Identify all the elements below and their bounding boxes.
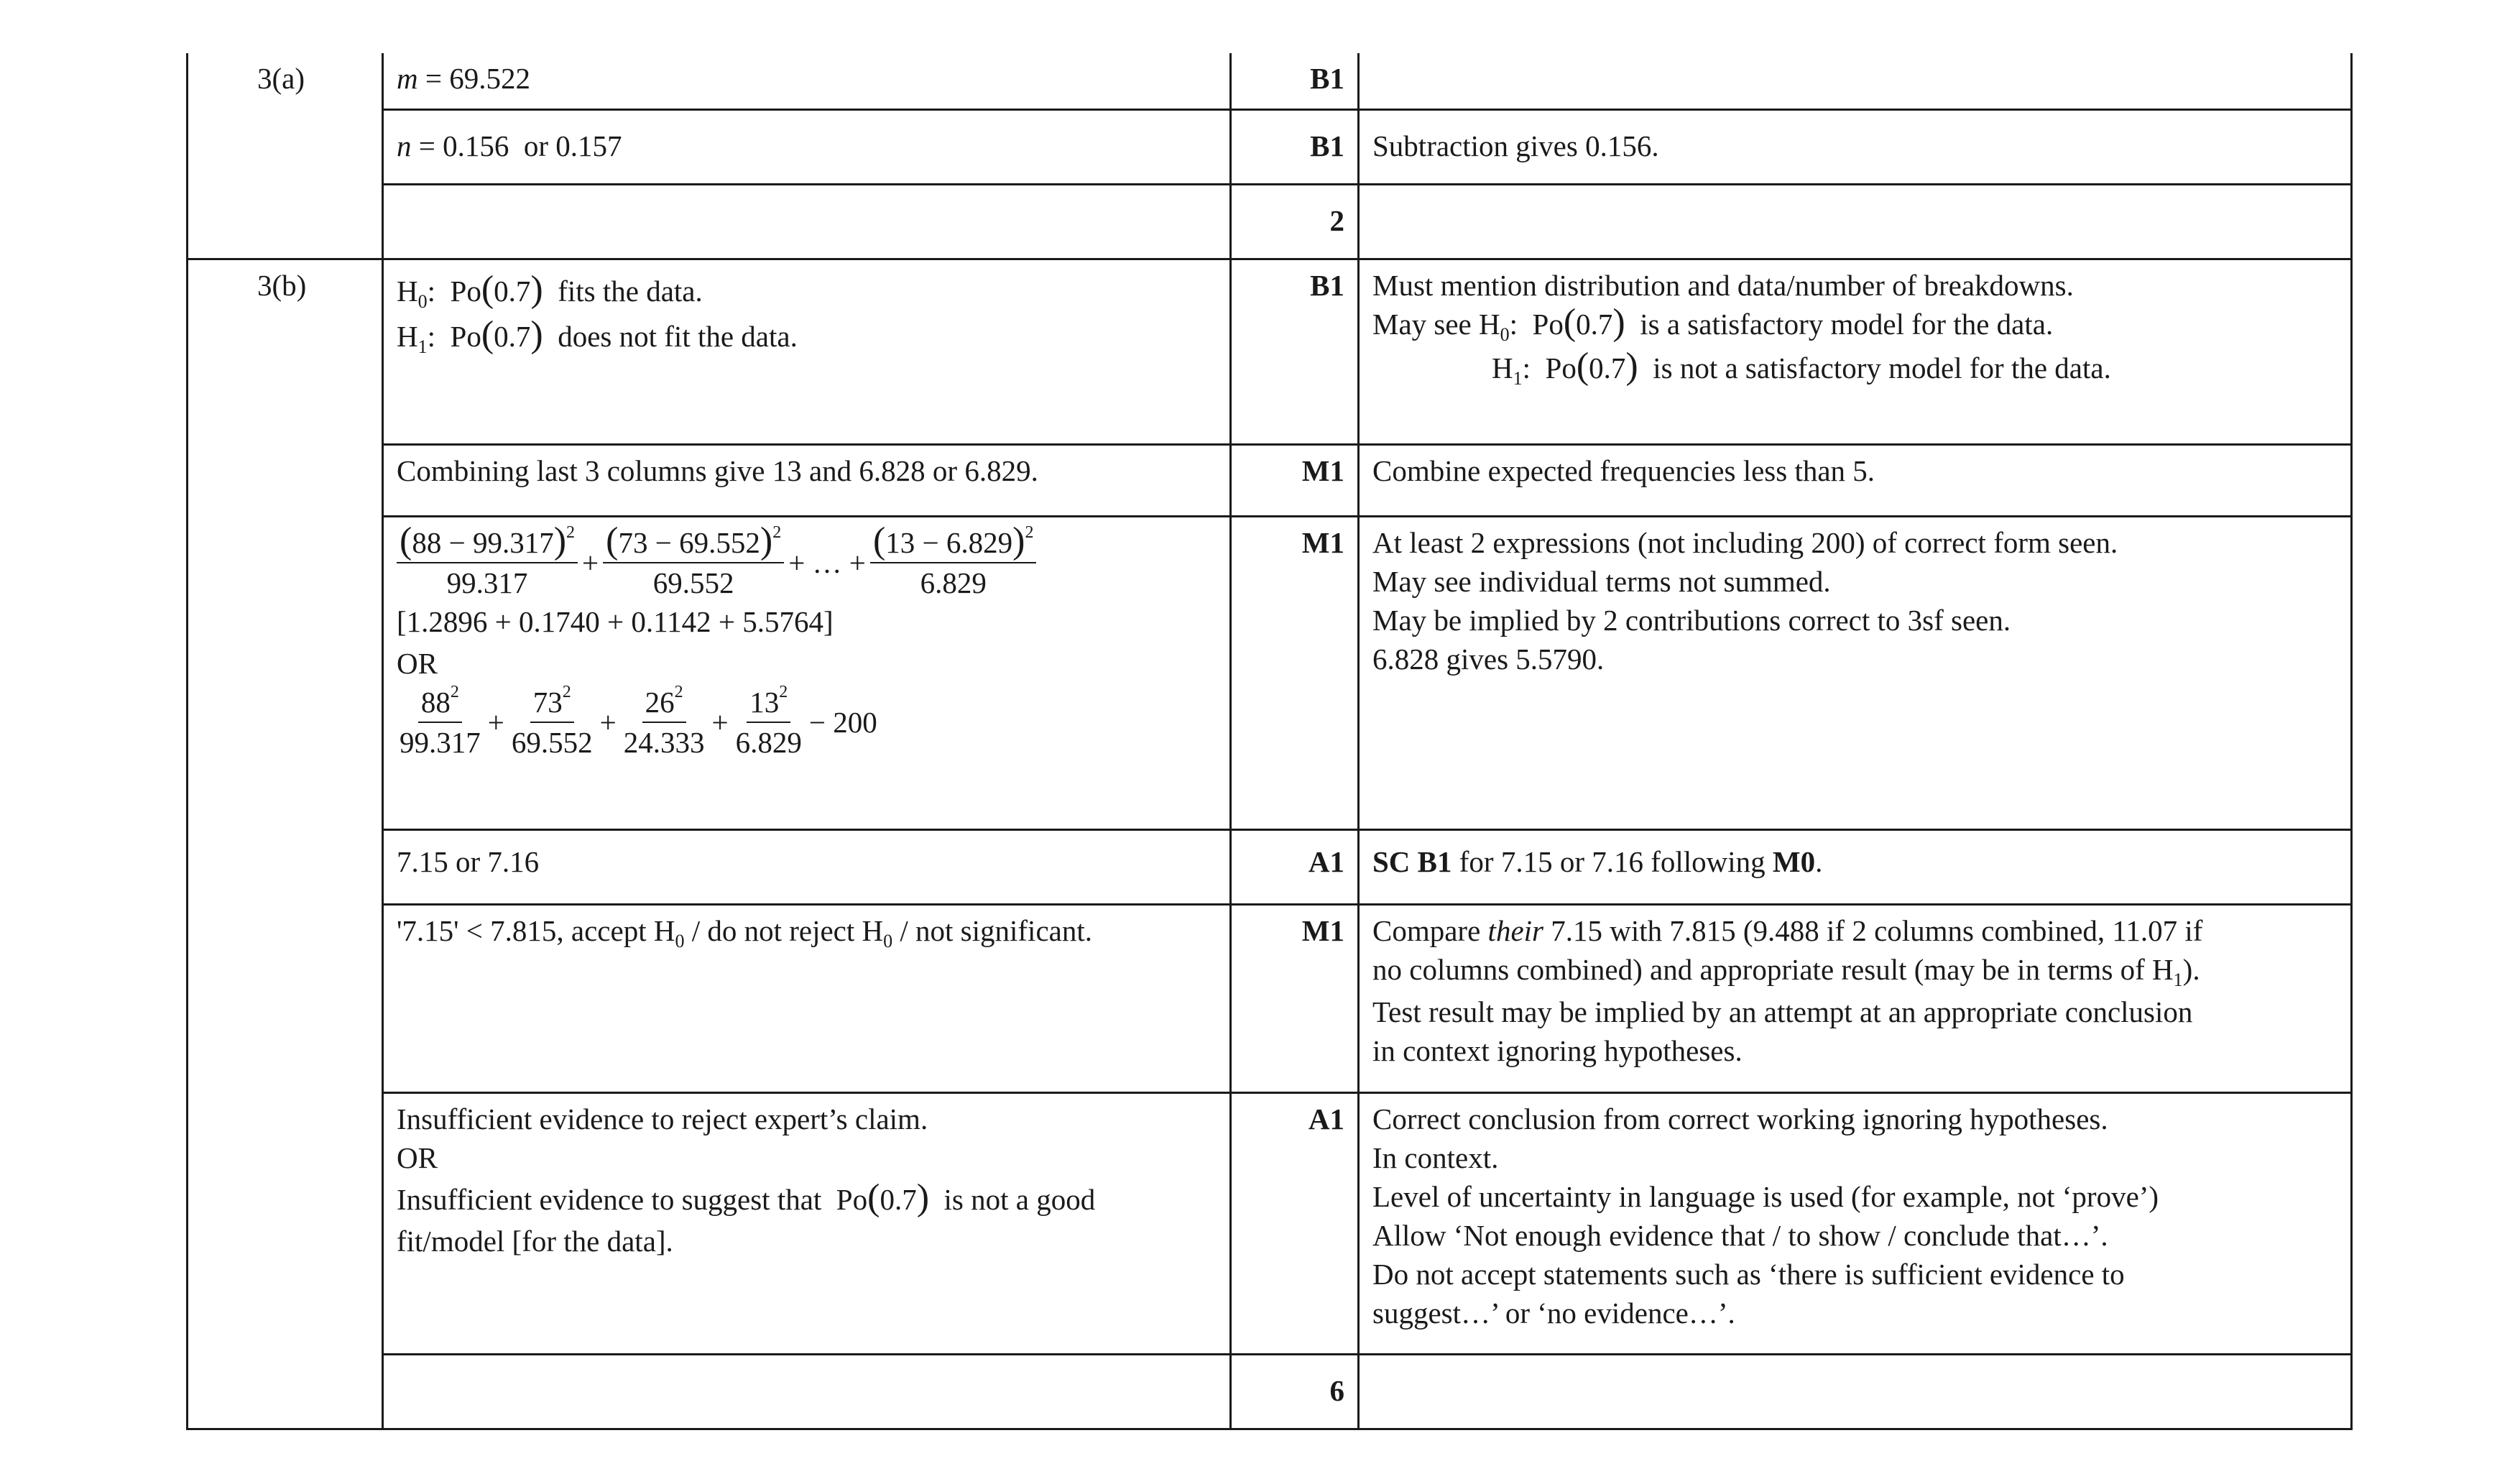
table-row [188,444,2352,516]
mark-total: 2 [1231,184,1359,259]
mark-cell: B1 [1231,53,1359,109]
answer-cell [383,184,1231,259]
answer-cell: $\frac{(88 - 99.317)^2}{99.317}$ + $\frac{(73 - 69.552)^2}{69.552}$ + … + $\frac{(13 - 6.829)^2}{6.829}$ [1.2896 + 0.1740 + 0.1142 + 5.5764] OR $\frac{88^2}{99.317}$ + $\frac{73^2}{69.552}$ + $\frac{26^2}{24.333}$ + $\frac{13^2}{6.829}$ − 200 [383,516,1231,829]
guidance-cell: Correct conclusion from correct working ignoring hypotheses. In context. Level of uncertainty in language is used (for example, not ‘prove’) Allow ‘Not enough evidence that / to show / conclude that…’. Do not accept statements such as ‘there is sufficient evidence to suggest…’ or ‘no evidence…’. [1359,1092,2352,1354]
mark-cell: B1 [1231,109,1359,184]
mark-total: 6 [1231,1354,1359,1429]
guidance-cell: Compare their 7.15 with 7.815 (9.488 if 2 columns combined, 11.07 if no columns combined) and appropriate result (may be in terms of $H_1$). Test result may be implied by an attempt at an appropriate conclusion in context ignoring hypotheses. [1359,904,2352,1092]
guidance-cell [1359,53,2352,109]
table-row [188,829,2352,904]
question-number: 3(b) [188,259,383,444]
fraction: $\frac{73^2}{69.552}$ [511,683,593,760]
fraction: $\frac{(73 - 69.552)^2}{69.552}$ [603,523,784,602]
mark-cell: A1 [1231,829,1359,904]
fraction: $\frac{(88 - 99.317)^2}{99.317}$ [397,523,578,602]
table-row [188,259,2352,444]
answer-cell: n = 0.156 or 0.157 [383,109,1231,184]
mark-cell: B1 [1231,259,1359,444]
table-row [188,1354,2352,1429]
mark-scheme-table [186,53,2353,1430]
table-row [188,109,2352,184]
fraction: $\frac{(13 - 6.829)^2}{6.829}$ [870,523,1037,602]
answer-cell: '7.15' < 7.815, accept $H_0$ / do not reject $H_0$ / not significant. [383,904,1231,1092]
guidance-cell: Subtraction gives 0.156. [1359,109,2352,184]
mark-cell: A1 [1231,1092,1359,1354]
answer-cell: m = 69.522 [383,53,1231,109]
guidance-cell: SC B1 for 7.15 or 7.16 following M0. [1359,829,2352,904]
answer-cell: 7.15 or 7.16 [383,829,1231,904]
guidance-cell: Must mention distribution and data/number of breakdowns. May see $H_0$: Po(0.7) is a satisfactory model for the data. $H_1$: Po(0.7) is not a satisfactory model for the data. [1359,259,2352,444]
alternative-expression: $\frac{88^2}{99.317}$ + $\frac{73^2}{69.552}$ + $\frac{26^2}{24.333}$ + $\frac{13^2}{6.829}$ − 200 [397,683,1219,762]
table-row [188,184,2352,259]
mark-cell: M1 [1231,444,1359,516]
guidance-cell: At least 2 expressions (not including 200) of correct form seen. May see individual terms not summed. May be implied by 2 contributions correct to 3sf seen. 6.828 gives 5.5790. [1359,516,2352,829]
table-row [188,53,2352,109]
fraction: $\frac{88^2}{99.317}$ [400,683,481,760]
table-row [188,1092,2352,1354]
answer-cell [383,1354,1231,1429]
mark-cell: M1 [1231,516,1359,829]
fraction: $\frac{13^2}{6.829}$ [735,683,802,760]
fraction: $\frac{26^2}{24.333}$ [623,683,705,760]
guidance-cell: Combine expected frequencies less than 5. [1359,444,2352,516]
mark-cell: M1 [1231,904,1359,1092]
guidance-cell [1359,1354,2352,1429]
guidance-cell [1359,184,2352,259]
answer-cell: $H_0$: Po(0.7) fits the data. $H_1$: Po(0.7) does not fit the data. [383,259,1231,444]
table-row [188,904,2352,1092]
chi-squared-expression: $\frac{(88 - 99.317)^2}{99.317}$ + $\frac{(73 - 69.552)^2}{69.552}$ + … + $\frac{(13 - 6.829)^2}{6.829}$ [397,523,1219,602]
answer-cell: Insufficient evidence to reject expert’s claim. OR Insufficient evidence to suggest that Po(0.7) is not a good fit/model [for the data]. [383,1092,1231,1354]
table-row [188,516,2352,829]
answer-cell: Combining last 3 columns give 13 and 6.828 or 6.829. [383,444,1231,516]
question-number: 3(a) [188,53,383,109]
